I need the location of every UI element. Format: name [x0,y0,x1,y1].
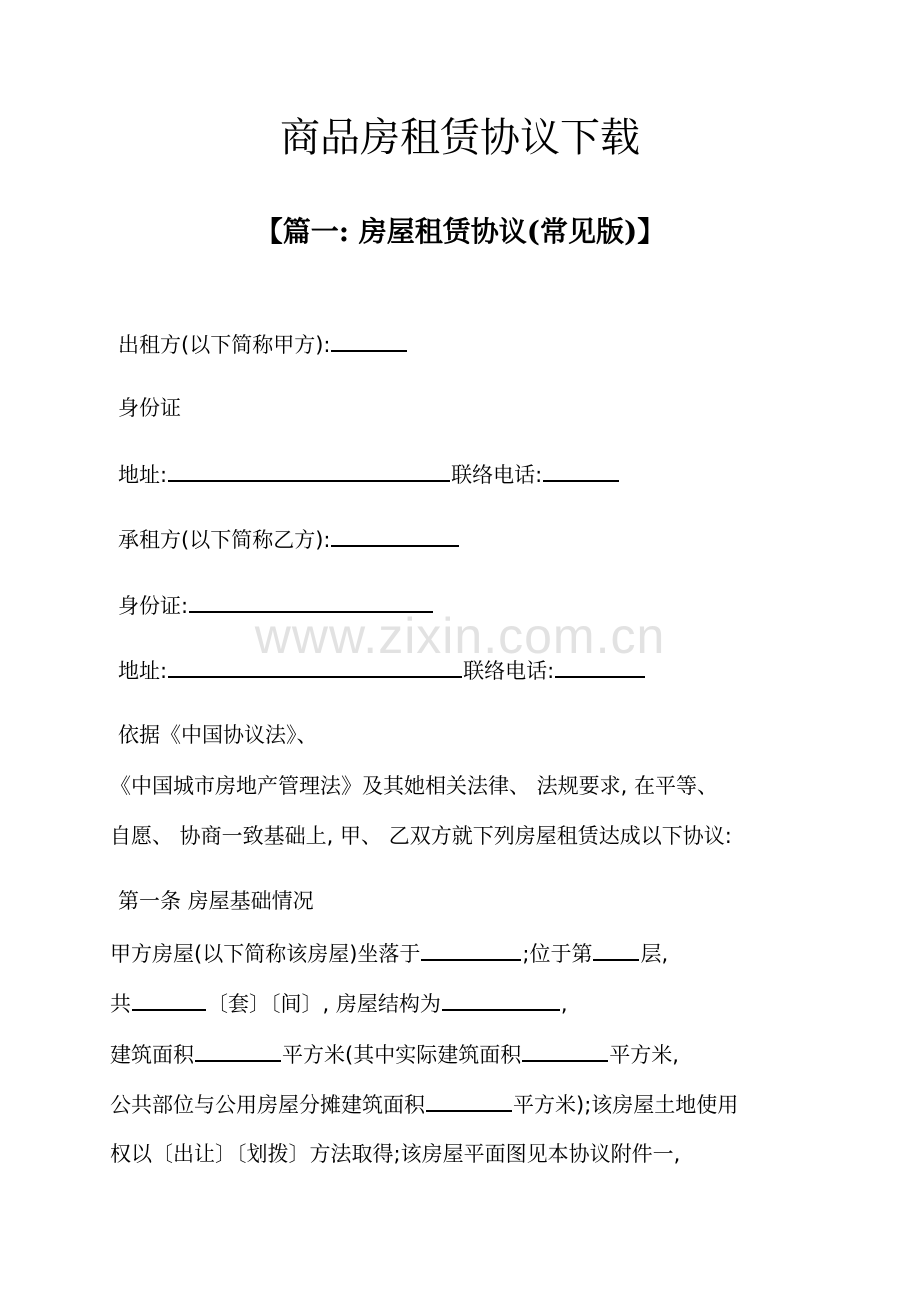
total-floors-blank [132,987,206,1011]
location-blank [421,937,521,961]
lessor-phone-blank [543,458,619,482]
article-1-line-3 [110,1038,679,1070]
lessee-phone-label: 联络电话: [463,659,555,683]
article-1-heading: 第一条 房屋基础情况 [118,889,314,913]
article-1-line-1 [110,937,668,969]
lessor-address-blank [168,458,450,482]
lessee-id-line [118,589,434,621]
basis-line-2: 《中国城市房地产管理法》及其她相关法律、 法规要求, 在平等、 [110,774,719,798]
shared-area-blank [426,1088,512,1112]
lessor-line [118,328,408,360]
lessee-address-label: 地址: [118,659,168,683]
lessor-id-line [118,393,181,423]
lessee-name-blank [331,523,459,547]
area-blank [195,1038,281,1062]
lessee-label: 承租方(以下简称乙方): [118,528,331,552]
basis-line-3: 自愿、 协商一致基础上, 甲、 乙双方就下列房屋租赁达成以下协议: [110,824,732,848]
floor-blank [593,937,639,961]
lessor-name-blank [331,328,407,352]
lessee-id-label: 身份证: [118,594,189,618]
basis-line-1: 依据《中国协议法》、 [118,723,318,747]
document-title: 商品房租赁协议下载 [280,115,640,161]
lessor-address-line [118,458,620,490]
a1-l3-text-1: 建筑面积 [110,1043,194,1067]
lessee-id-blank [189,589,433,613]
actual-area-blank [522,1038,608,1062]
a1-l1-text-3: 层, [640,942,669,966]
lessee-address-line [118,654,646,686]
a1-l2-text-2: 〔套〕〔间〕, 房屋结构为 [207,992,441,1016]
lessor-phone-label: 联络电话: [451,463,543,487]
document-subtitle: 【篇一: 房屋租赁协议(常见版)】 [254,215,666,248]
structure-blank [442,987,560,1011]
a1-l3-text-3: 平方米, [609,1043,679,1067]
a1-l2-text-1: 共 [110,992,131,1016]
article-1-line-4 [110,1088,738,1120]
a1-l4-text-2: 平方米);该房屋土地使用 [513,1093,739,1117]
a1-l4-text-1: 公共部位与公用房屋分摊建筑面积 [110,1093,425,1117]
article-1-line-2 [110,987,568,1019]
watermark: www.zixin.com.cn [254,608,666,664]
lessee-address-blank [168,654,462,678]
a1-l2-text-3: , [560,992,568,1016]
article-1-line-5: 权以〔出让〕〔划拨〕方法取得;该房屋平面图见本协议附件一, [110,1142,681,1166]
a1-l3-text-2: 平方米(其中实际建筑面积 [282,1043,522,1067]
lessor-address-label: 地址: [118,463,168,487]
lessee-line [118,523,460,555]
a1-l1-text-1: 甲方房屋(以下简称该房屋)坐落于 [110,942,421,966]
a1-l1-text-2: ;位于第 [522,942,593,966]
lessor-label: 出租方(以下简称甲方): [118,333,331,357]
lessee-phone-blank [555,654,645,678]
lessor-id-label: 身份证 [118,396,181,420]
